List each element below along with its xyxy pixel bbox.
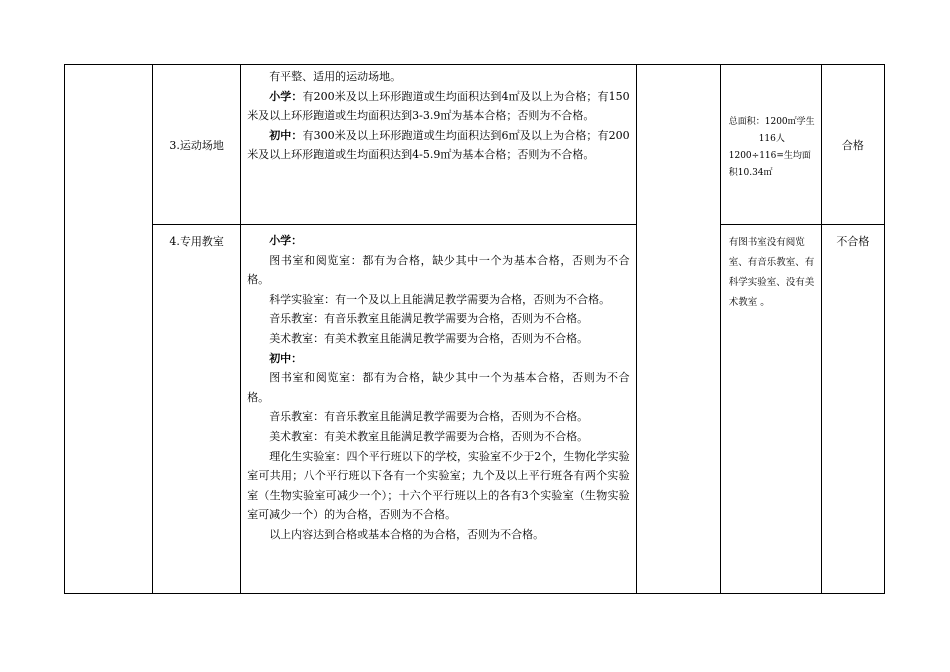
note-line: 1200÷116=生均面	[728, 150, 811, 161]
criteria-line: 初中：有300米及以上环形跑道或生均面积达到6㎡及以上为合格；有200米及以上环形跑道或生均面积达到4-5.9㎡为基本合格；否则为不合格。	[247, 128, 630, 162]
criteria-line: 音乐教室：有音乐教室且能满足教学需要为合格，否则为不合格。	[269, 410, 589, 424]
result-cell	[821, 65, 884, 225]
blank-cell	[636, 65, 720, 594]
note-cell	[720, 65, 821, 225]
criteria-cell	[241, 225, 636, 594]
criteria-line: 以上内容达到合格或基本合格的为合格，否则为不合格。	[269, 527, 545, 541]
criteria-heading: 初中：	[269, 351, 303, 365]
result-value: 不合格	[836, 235, 870, 248]
category-cell	[65, 65, 153, 594]
criteria-cell	[241, 65, 636, 225]
note-line: 116人	[758, 133, 785, 144]
result-value: 合格	[841, 138, 864, 152]
item-name-cell	[153, 225, 241, 594]
table-row	[65, 65, 885, 225]
result-cell	[821, 225, 884, 594]
note-line: 积10.34㎡	[728, 167, 773, 178]
criteria-heading: 小学：	[269, 89, 303, 103]
note-text: 有图书室没有阅览室、有音乐教室、有科学实验室、没有美术教室 。	[728, 237, 815, 308]
criteria-line: 图书室和阅览室：都有为合格，缺少其中一个为基本合格，否则为不合格。	[247, 371, 630, 404]
item-name-cell	[153, 65, 241, 225]
evaluation-table	[64, 64, 885, 594]
note-line: 总面积：1200㎡学生	[728, 116, 815, 127]
item-name: 4.专用教室	[169, 235, 224, 248]
criteria-heading: 初中：	[269, 128, 303, 142]
criteria-line: 图书室和阅览室：都有为合格，缺少其中一个为基本合格，否则为不合格。	[247, 253, 630, 287]
criteria-line: 有平整、适用的运动场地。	[269, 70, 402, 83]
criteria-line: 小学：有200米及以上环形跑道或生均面积达到4㎡及以上为合格；有150米及以上环形跑道或生均面积达到3-3.9㎡为基本合格；否则为不合格。	[247, 89, 630, 123]
criteria-line: 美术教室：有美术教室且能满足教学需要为合格，否则为不合格。	[269, 331, 589, 345]
criteria-line: 科学实验室：有一个及以上且能满足教学需要为合格，否则为不合格。	[269, 292, 611, 306]
note-cell	[720, 225, 821, 594]
table-row	[65, 225, 885, 594]
criteria-line: 音乐教室：有音乐教室且能满足教学需要为合格，否则为不合格。	[269, 312, 589, 326]
criteria-heading: 小学：	[269, 234, 303, 247]
item-name: 3.运动场地	[169, 138, 224, 152]
criteria-line: 美术教室：有美术教室且能满足教学需要为合格，否则为不合格。	[269, 429, 589, 443]
criteria-line: 理化生实验室：四个平行班以下的学校，实验室不少于2个，生物化学实验室可共用；八个平行班以下各有一个实验室；九个及以上平行班各有两个实验室（生物实验室可减少一个）；十六个平行班以上的各有3个实验室（生物实验室可减少一个）的为合格，否则为不合格。	[247, 449, 630, 522]
